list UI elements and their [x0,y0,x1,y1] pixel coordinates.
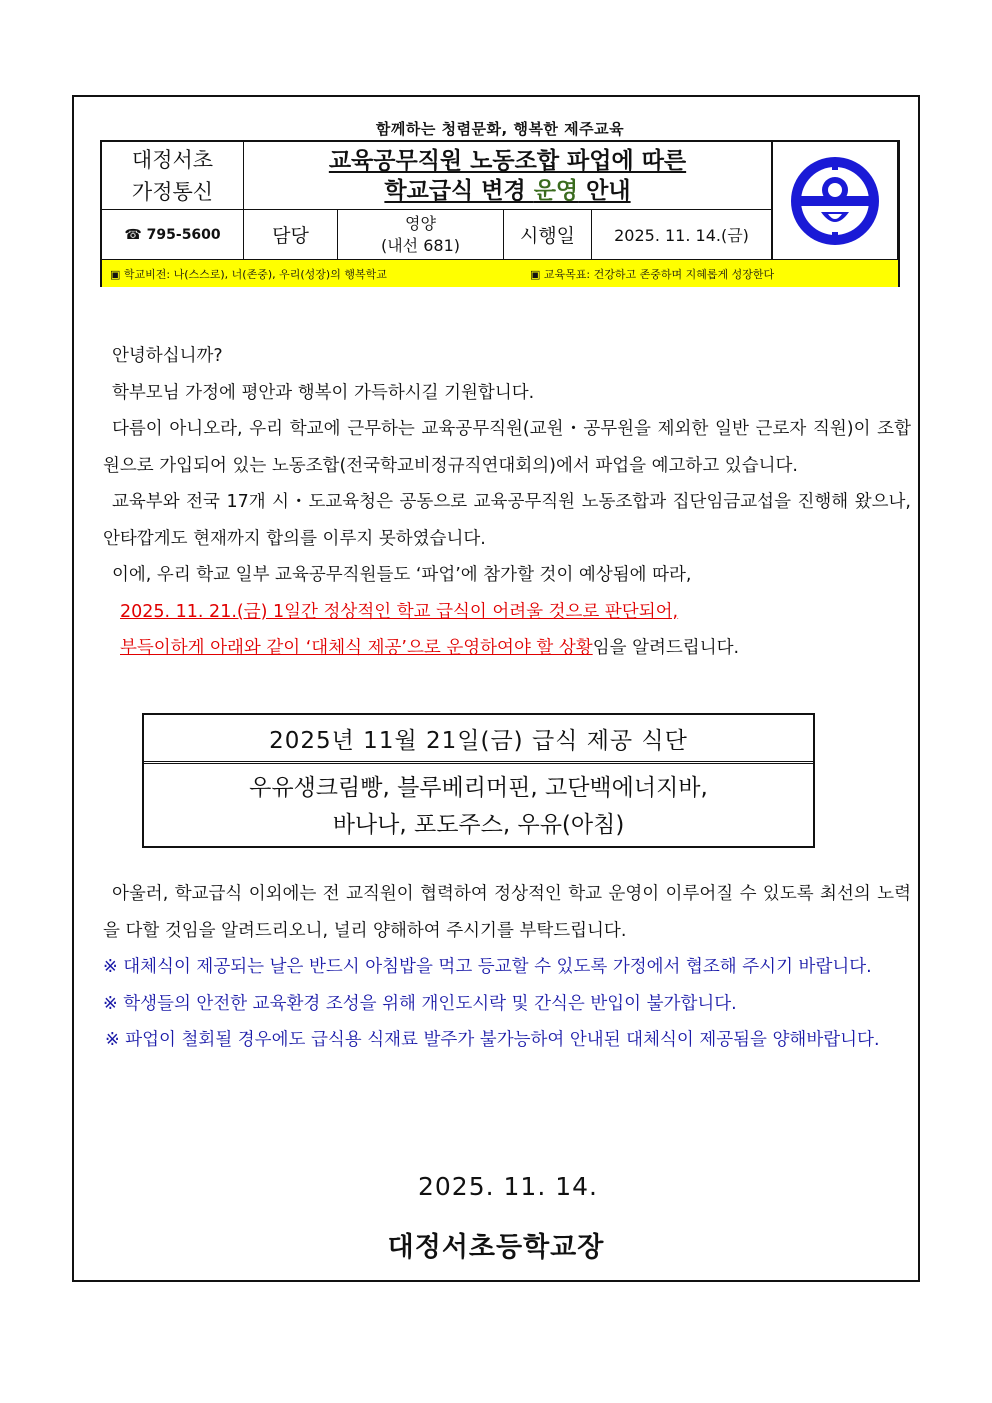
title-cell [244,142,772,210]
closing-section [103,876,911,1059]
school-cell [102,142,244,210]
note-breakfast: ※ 대체식이 제공되는 날은 반드시 아침밥을 먹고 등교할 수 있도록 가정에서 협조해 주시기 바랍니다. [103,957,872,977]
phone-number: ☎ 795-5600 [102,210,244,260]
effective-date: 2025. 11. 14.(금) [592,210,772,260]
menu-line-1: 우유생크림빵, 블루베리머핀, 고단백에너지바, [249,775,708,801]
contact-label: 담당 [244,210,338,260]
education-goal: ▣ 교육목표: 건강하고 존중하며 지혜롭게 성장한다 [530,267,775,281]
title-line-1: 교육공무직원 노동조합 파업에 따른 [328,147,687,174]
school-vision: ▣ 학교비전: 나(스스로), 너(존중), 우리(성장)의 행복학교 [110,267,387,281]
closing-paragraph: 아울러, 학교급식 이외에는 전 교직원이 협력하여 정상적인 학교 운영이 이루어질 수 있도록 최선의 노력을 다할 것임을 알려드리오니, 널리 양해하여 주시기를 부탁드립니다. [103,884,911,941]
letter-body [103,338,911,667]
school-emblem-icon [788,154,882,248]
dept-extension: (내선 681) [380,235,461,255]
letter-date: 2025. 11. 14. [418,1172,598,1201]
strike-date-text: 2025. 11. 21.(금) 1일간 정상적인 학교 급식이 어려울 것으로 판단되어, [120,601,679,622]
greeting: 안녕하십니까? [112,346,223,366]
letter-header-table [100,140,900,287]
paragraph-negotiation: 교육부와 전국 17개 시・도교육청은 공동으로 교육공무직원 노동조합과 집단임금교섭을 진행해 왔으나, 안타깝게도 현재까지 합의를 이루지 못하였습니다. [103,492,911,549]
school-name: 대정서초 [131,147,214,172]
menu-line-2: 바나나, 포도주스, 우유(아침) [332,812,625,838]
menu-box [142,713,815,848]
menu-items [144,764,813,844]
dept-name: 영양 [405,213,436,233]
paragraph-participation: 이에, 우리 학교 일부 교육공무직원들도 ‘파업’에 참가할 것이 예상됨에 따라, [112,565,692,585]
note-no-lunchbox: ※ 학생들의 안전한 교육환경 조성을 위해 개인도시락 및 간식은 반입이 불가합니다. [103,993,737,1014]
title-part-b: 운영 [533,177,579,204]
title-part-a: 학교급식 변경 [384,177,534,204]
effective-date-label: 시행일 [504,210,592,260]
substitute-meal-notice [103,630,911,667]
paragraph-wish: 학부모님 가정에 평안과 행복이 가득하시길 기원합니다. [112,382,535,403]
slogan: 함께하는 청렴문화, 행복한 제주교육 [375,120,625,138]
note-cancellation: ※ 파업이 철회될 경우에도 급식용 식재료 발주가 불가능하여 안내된 대체식이 제공됨을 양해바랍니다. [105,1030,880,1050]
substitute-meal-tail: 임을 알려드립니다. [592,638,740,658]
contact-dept [338,210,504,260]
principal-signature: 대정서초등학교장 [387,1232,605,1263]
strike-date-notice [103,594,911,631]
paragraph-strike-notice: 다름이 아니오라, 우리 학교에 근무하는 교육공무직원(교원・공무원을 제외한 일반 근로자 직원)이 조합원으로 가입되어 있는 노동조합(전국학교비정규직연대회의)에서 파업을 예고하고 있습니다. [103,419,911,476]
vision-bar [102,260,898,287]
title-part-c: 안내 [578,177,631,204]
letter-type: 가정통신 [131,179,214,204]
title-line-2 [384,176,630,206]
menu-heading: 2025년 11월 21일(금) 급식 제공 식단 [144,715,813,764]
substitute-meal-text: 부득이하게 아래와 같이 ‘대체식 제공’으로 운영하여야 할 상황 [120,638,593,658]
logo-cell [772,142,898,260]
